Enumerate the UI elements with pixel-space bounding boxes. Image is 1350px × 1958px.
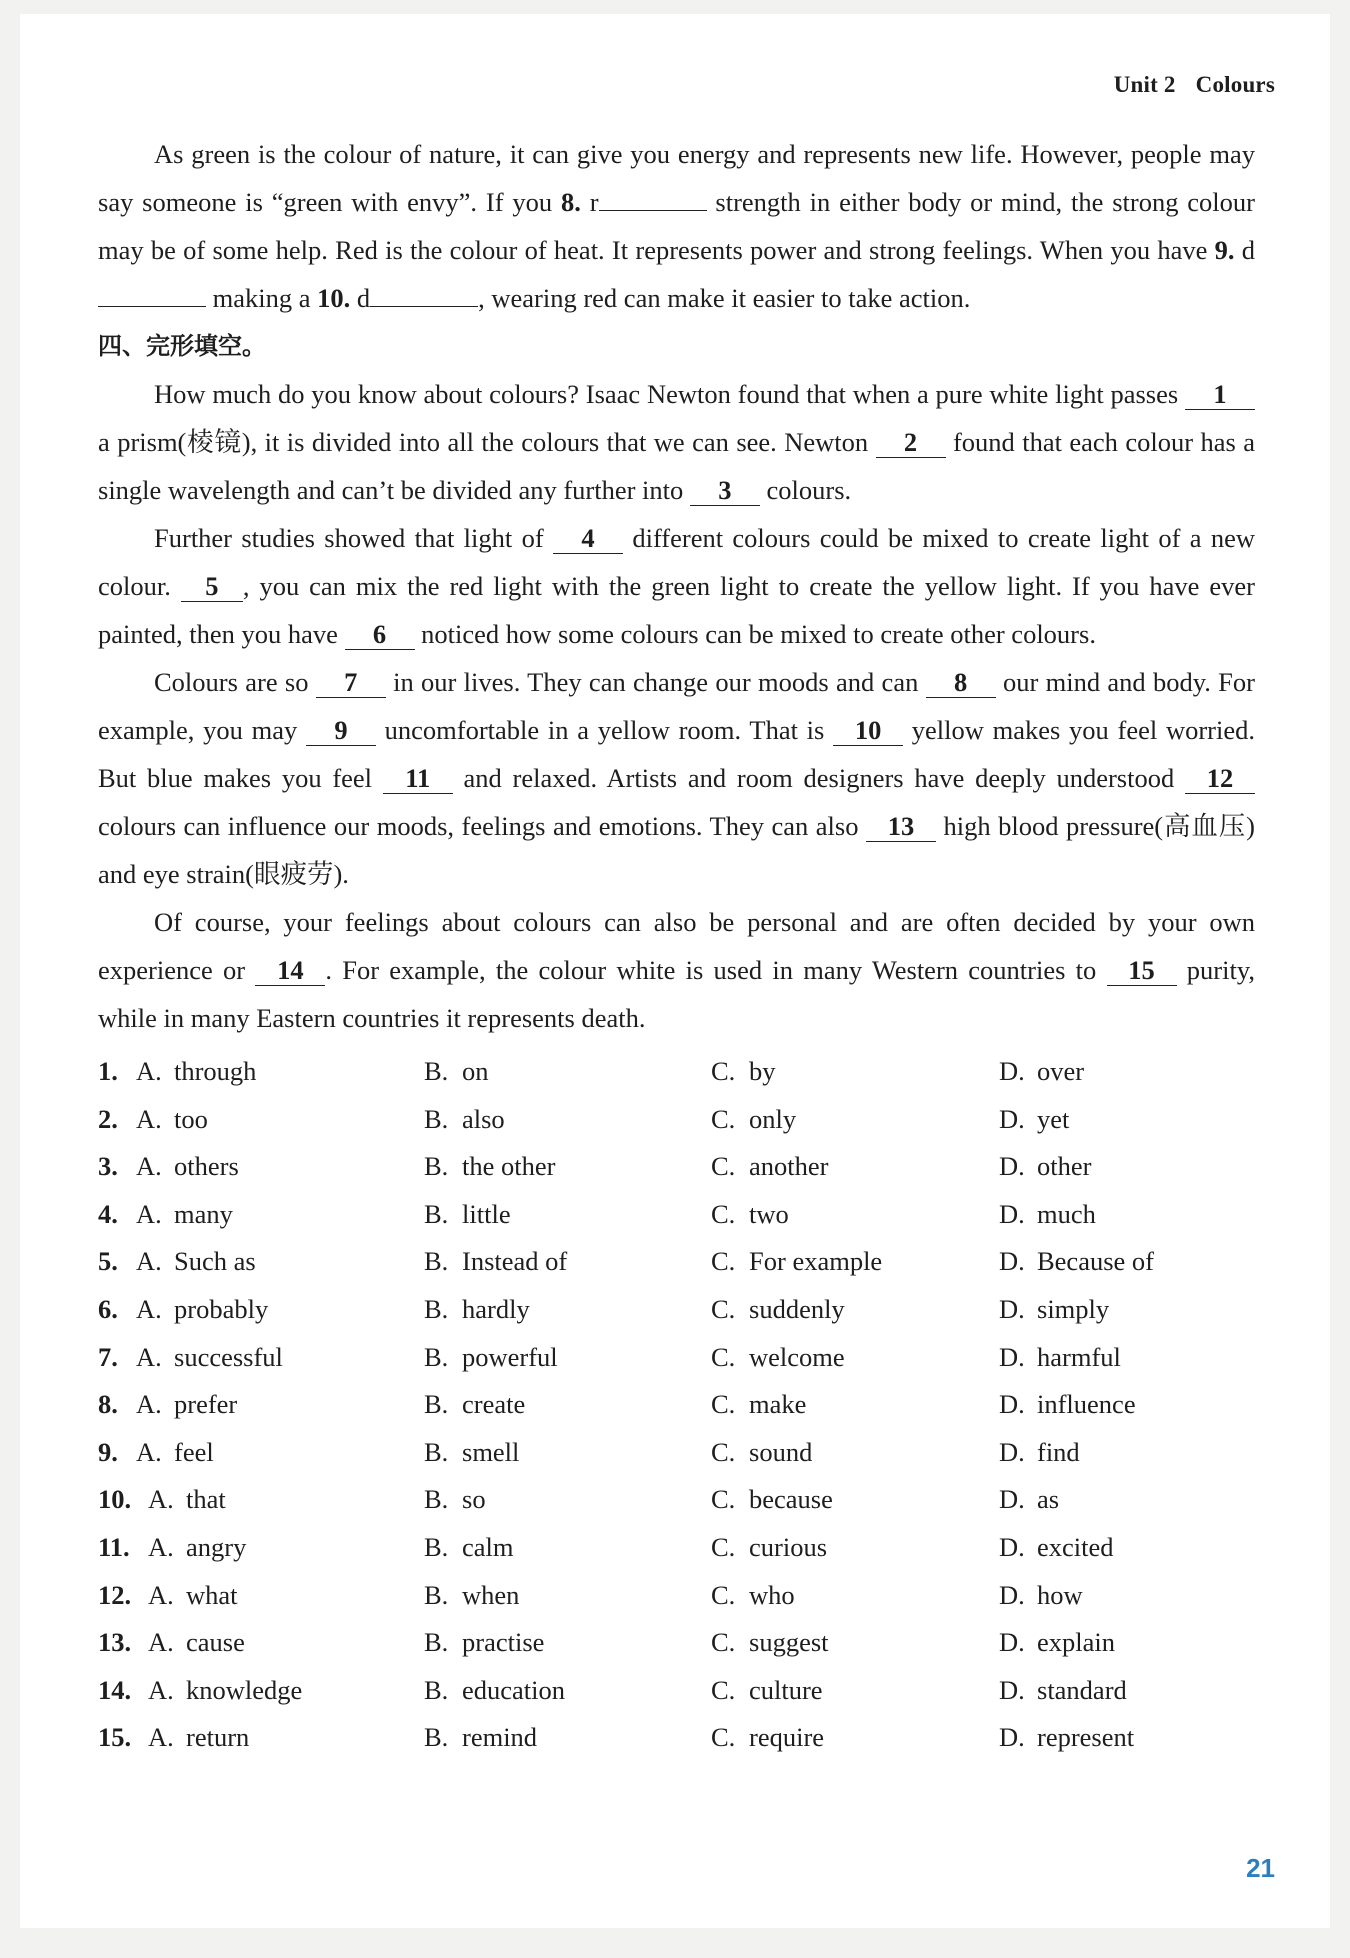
option-letter: B. [424,1246,449,1277]
option-row-7 [98,1334,1255,1382]
option-text: because [749,1484,833,1515]
option-text: other [1037,1151,1092,1182]
cloze-blank[interactable]: 12 [1185,763,1255,794]
option-b[interactable] [424,1524,711,1572]
option-letter: B. [424,1627,449,1658]
option-letter: B. [424,1531,449,1562]
cloze-paragraph-1 [98,370,1255,514]
option-letter: D. [999,1531,1025,1562]
option-b[interactable] [424,1286,711,1334]
cloze-text: colours. [759,475,852,505]
option-row-5 [98,1238,1255,1286]
option-a[interactable] [98,1334,424,1382]
cloze-text: Further studies showed that light of [154,523,553,553]
option-c[interactable] [711,1334,999,1382]
option-c[interactable] [711,1619,999,1667]
option-text: prefer [174,1389,238,1420]
option-text: knowledge [186,1674,303,1705]
option-text: Because of [1037,1246,1154,1277]
cloze-blank[interactable]: 11 [383,763,453,794]
option-c[interactable] [711,1667,999,1715]
option-text: practise [462,1627,545,1658]
option-d[interactable] [999,1143,1255,1191]
option-a[interactable] [98,1476,424,1524]
option-c[interactable] [711,1096,999,1144]
cloze-blank[interactable]: 14 [255,955,325,986]
option-b[interactable] [424,1667,711,1715]
option-letter: A. [148,1674,174,1705]
passage-text: As green is the colour of nature, it can give you energy and represents new life. However, people may say someone is “green with envy”. If you [98,139,1255,217]
option-letter: D. [999,1198,1025,1229]
option-a[interactable] [98,1286,424,1334]
option-letter: C. [711,1103,736,1134]
option-letter: A. [148,1579,174,1610]
option-text: that [186,1484,226,1515]
unit-title: Colours [1195,72,1275,97]
initial-letter: d [356,283,371,313]
cloze-text: and relaxed. Artists and room designers have deeply understood [452,763,1185,793]
option-d[interactable] [999,1048,1255,1096]
option-row-3 [98,1143,1255,1191]
option-row-13 [98,1619,1255,1667]
option-d[interactable] [999,1714,1255,1762]
cloze-paragraph-2 [98,514,1255,658]
option-text: remind [462,1722,538,1753]
option-letter: A. [136,1151,162,1182]
option-text: angry [186,1531,247,1562]
cloze-text: purity, while in many Eastern countries it represents death. [98,955,1255,1033]
option-text: welcome [749,1341,845,1372]
option-row-1 [98,1048,1255,1096]
question-number: 13. [98,1627,132,1658]
option-a[interactable] [98,1714,424,1762]
option-text: explain [1037,1627,1115,1658]
option-text: suggest [749,1627,829,1658]
option-text: the other [462,1151,556,1182]
option-text: feel [174,1436,214,1467]
option-b[interactable] [424,1381,711,1429]
option-text: curious [749,1531,828,1562]
option-text: too [174,1103,208,1134]
cloze-paragraph-3 [98,658,1255,898]
option-b[interactable] [424,1096,711,1144]
option-d[interactable] [999,1191,1255,1239]
option-d[interactable] [999,1572,1255,1620]
option-text: so [462,1484,486,1515]
question-number: 9. [1214,235,1235,265]
option-letter: A. [148,1722,174,1753]
question-number: 3. [98,1151,118,1182]
option-letter: C. [711,1674,736,1705]
initial-letter: r [589,187,599,217]
passage-text: , wearing red can make it easier to take action. [478,283,971,313]
option-d[interactable] [999,1476,1255,1524]
cloze-text: . For example, the colour white is used in many Western countries to [325,955,1107,985]
cloze-text: , you can mix the red light with the green light to create the yellow light. If you have ever painted, then you have [98,571,1255,649]
cloze-text: colours can influence our moods, feelings and emotions. They can also [98,811,866,841]
option-d[interactable] [999,1524,1255,1572]
option-a[interactable] [98,1572,424,1620]
option-row-9 [98,1429,1255,1477]
option-letter: A. [148,1531,174,1562]
option-text: return [186,1722,250,1753]
option-b[interactable] [424,1238,711,1286]
option-text: also [462,1103,505,1134]
option-letter: B. [424,1103,449,1134]
option-text: cause [186,1627,245,1658]
option-text: For example [749,1246,883,1277]
option-text: over [1037,1056,1085,1086]
option-text: calm [462,1531,514,1562]
option-letter: D. [999,1151,1025,1182]
option-text: suddenly [749,1293,845,1324]
option-letter: D. [999,1436,1025,1467]
option-letter: C. [711,1389,736,1420]
page-body [98,130,1255,1762]
option-a[interactable] [98,1667,424,1715]
option-text: simply [1037,1293,1110,1324]
cloze-text: high blood pressure(高血压) and eye strain(眼疲劳). [98,811,1255,889]
option-letter: C. [711,1722,736,1753]
cloze-text: our mind and body. For example, you may [98,667,1255,745]
option-text: probably [174,1293,269,1324]
question-number: 12. [98,1579,132,1610]
cloze-blank[interactable]: 15 [1107,955,1177,986]
option-letter: D. [999,1484,1025,1515]
option-text: how [1037,1579,1083,1610]
option-row-4 [98,1191,1255,1239]
option-a[interactable] [98,1524,424,1572]
option-a[interactable] [98,1096,424,1144]
option-b[interactable] [424,1572,711,1620]
passage-text: strength in either body or mind, the strong colour may be of some help. Red is the colour of heat. It represents power and strong feelings. When you have [98,187,1255,265]
option-letter: B. [424,1151,449,1182]
option-letter: A. [136,1198,162,1229]
option-text: others [174,1151,239,1182]
option-text: require [749,1722,825,1753]
option-text: represent [1037,1722,1135,1753]
section-title: 四、完形填空。 [98,332,266,360]
cloze-blank[interactable]: 7 [316,667,386,698]
option-text: on [462,1056,489,1086]
option-letter: B. [424,1722,449,1753]
option-letter: A. [136,1341,162,1372]
option-b[interactable] [424,1334,711,1382]
option-row-10 [98,1476,1255,1524]
running-header [1114,72,1275,98]
option-text: powerful [462,1341,558,1372]
option-letter: D. [999,1341,1025,1372]
cloze-text: yellow makes you feel worried. But blue makes you feel [98,715,1255,793]
option-text: Instead of [462,1246,568,1277]
option-letter: C. [711,1436,736,1467]
option-text: culture [749,1674,823,1705]
option-letter: C. [711,1531,736,1562]
option-c[interactable] [711,1572,999,1620]
option-text: education [462,1674,566,1705]
option-letter: D. [999,1246,1025,1277]
option-row-14 [98,1667,1255,1715]
question-number: 14. [98,1674,132,1705]
option-text: hardly [462,1293,530,1324]
question-number: 5. [98,1246,118,1277]
option-c[interactable] [711,1381,999,1429]
option-letter: D. [999,1056,1025,1086]
cloze-blank[interactable]: 8 [926,667,996,698]
option-letter: D. [999,1627,1025,1658]
cloze-blank[interactable]: 3 [690,475,760,506]
option-row-15 [98,1714,1255,1762]
option-a[interactable] [98,1143,424,1191]
option-c[interactable] [711,1238,999,1286]
option-text: much [1037,1198,1096,1229]
cloze-paragraph-4 [98,898,1255,1042]
option-row-2 [98,1096,1255,1144]
option-c[interactable] [711,1143,999,1191]
cloze-blank[interactable]: 2 [876,427,946,458]
option-text: excited [1037,1531,1114,1562]
option-letter: B. [424,1436,449,1467]
option-b[interactable] [424,1143,711,1191]
option-c[interactable] [711,1048,999,1096]
option-letter: C. [711,1293,736,1324]
cloze-text: a prism(棱镜), it is divided into all the colours that we can see. Newton [98,427,876,457]
option-letter: C. [711,1056,736,1086]
option-c[interactable] [711,1524,999,1572]
cloze-blank[interactable]: 10 [833,715,903,746]
option-a[interactable] [98,1429,424,1477]
option-letter: D. [999,1389,1025,1420]
option-text: influence [1037,1389,1136,1420]
option-d[interactable] [999,1667,1255,1715]
cloze-text: Colours are so [154,667,316,697]
option-letter: C. [711,1151,736,1182]
option-text: many [174,1198,233,1229]
option-text: as [1037,1484,1060,1515]
cloze-blank[interactable]: 4 [553,523,623,554]
question-number: 10. [98,1484,132,1515]
option-letter: A. [136,1389,162,1420]
option-letter: C. [711,1246,736,1277]
option-text: two [749,1198,789,1229]
page [20,14,1330,1928]
option-letter: A. [136,1103,162,1134]
option-letter: B. [424,1389,449,1420]
cloze-blank[interactable]: 13 [866,811,936,842]
option-c[interactable] [711,1191,999,1239]
option-text: when [462,1579,520,1610]
option-d[interactable] [999,1381,1255,1429]
option-text: little [462,1198,511,1229]
option-text: Such as [174,1246,256,1277]
option-a[interactable] [98,1048,424,1096]
option-c[interactable] [711,1714,999,1762]
option-letter: C. [711,1579,736,1610]
question-number: 4. [98,1198,118,1229]
option-letter: D. [999,1579,1025,1610]
cloze-text: found that each colour has a single wavelength and can’t be divided any further into [98,427,1255,505]
option-letter: D. [999,1674,1025,1705]
option-text: only [749,1103,797,1134]
options-list [98,1048,1255,1762]
cloze-text: different colours could be mixed to create light of a new colour. [98,523,1255,601]
option-letter: B. [424,1674,449,1705]
option-text: through [174,1056,257,1086]
option-c[interactable] [711,1429,999,1477]
cloze-text: in our lives. They can change our moods and can [385,667,926,697]
option-letter: C. [711,1341,736,1372]
option-text: standard [1037,1674,1127,1705]
option-text: find [1037,1436,1080,1467]
option-letter: D. [999,1103,1025,1134]
cloze-blank[interactable]: 9 [306,715,376,746]
option-d[interactable] [999,1429,1255,1477]
option-text: who [749,1579,795,1610]
option-row-6 [98,1286,1255,1334]
question-number: 15. [98,1722,132,1753]
cloze-text: uncomfortable in a yellow room. That is [375,715,834,745]
option-letter: B. [424,1198,449,1229]
option-letter: A. [136,1246,162,1277]
option-row-11 [98,1524,1255,1572]
question-number: 7. [98,1341,118,1372]
option-letter: B. [424,1056,449,1086]
cloze-text: Of course, your feelings about colours can also be personal and are often decided by your own experience or [98,907,1255,985]
option-c[interactable] [711,1476,999,1524]
option-d[interactable] [999,1334,1255,1382]
answer-blank-10[interactable] [370,276,478,307]
option-a[interactable] [98,1238,424,1286]
option-b[interactable] [424,1429,711,1477]
question-number: 2. [98,1103,118,1134]
option-row-8 [98,1381,1255,1429]
option-letter: A. [136,1056,162,1086]
question-number: 8. [561,187,581,217]
option-letter: B. [424,1484,449,1515]
option-text: by [749,1056,776,1086]
cloze-blank[interactable]: 6 [345,619,415,650]
option-letter: C. [711,1198,736,1229]
cloze-blank[interactable]: 5 [181,571,243,602]
option-b[interactable] [424,1048,711,1096]
option-text: make [749,1389,807,1420]
answer-blank-8[interactable] [599,180,707,211]
question-number: 9. [98,1436,118,1467]
option-letter: A. [148,1484,174,1515]
question-number: 8. [98,1389,118,1420]
option-text: harmful [1037,1341,1121,1372]
option-b[interactable] [424,1476,711,1524]
option-d[interactable] [999,1096,1255,1144]
option-b[interactable] [424,1191,711,1239]
option-text: smell [462,1436,520,1467]
question-number: 10. [317,283,351,313]
option-text: create [462,1389,526,1420]
option-d[interactable] [999,1619,1255,1667]
option-letter: B. [424,1341,449,1372]
option-text: successful [174,1341,283,1372]
option-letter: B. [424,1293,449,1324]
option-b[interactable] [424,1619,711,1667]
cloze-text: How much do you know about colours? Isaac Newton found that when a pure white light passes [154,379,1185,409]
option-letter: D. [999,1722,1025,1753]
initial-letter: d [1241,235,1256,265]
option-letter: C. [711,1484,736,1515]
option-d[interactable] [999,1238,1255,1286]
answer-blank-9[interactable] [98,276,206,307]
question-number: 11. [98,1531,130,1562]
option-b[interactable] [424,1714,711,1762]
cloze-blank[interactable]: 1 [1185,379,1255,410]
option-c[interactable] [711,1286,999,1334]
option-a[interactable] [98,1381,424,1429]
option-text: what [186,1579,238,1610]
question-number: 6. [98,1293,118,1324]
option-a[interactable] [98,1619,424,1667]
option-text: another [749,1151,829,1182]
unit-label: Unit 2 [1113,72,1176,97]
page-number: 21 [1246,1853,1275,1883]
option-d[interactable] [999,1286,1255,1334]
option-letter: A. [136,1293,162,1324]
option-text: yet [1037,1103,1070,1134]
cloze-text: noticed how some colours can be mixed to create other colours. [414,619,1096,649]
option-letter: B. [424,1579,449,1610]
passage-paragraph [98,130,1255,322]
option-row-12 [98,1572,1255,1620]
passage-text: making a [206,283,318,313]
option-letter: A. [148,1627,174,1658]
question-number: 1. [98,1056,118,1086]
option-letter: C. [711,1627,736,1658]
option-text: sound [749,1436,813,1467]
option-a[interactable] [98,1191,424,1239]
option-letter: A. [136,1436,162,1467]
option-letter: D. [999,1293,1025,1324]
